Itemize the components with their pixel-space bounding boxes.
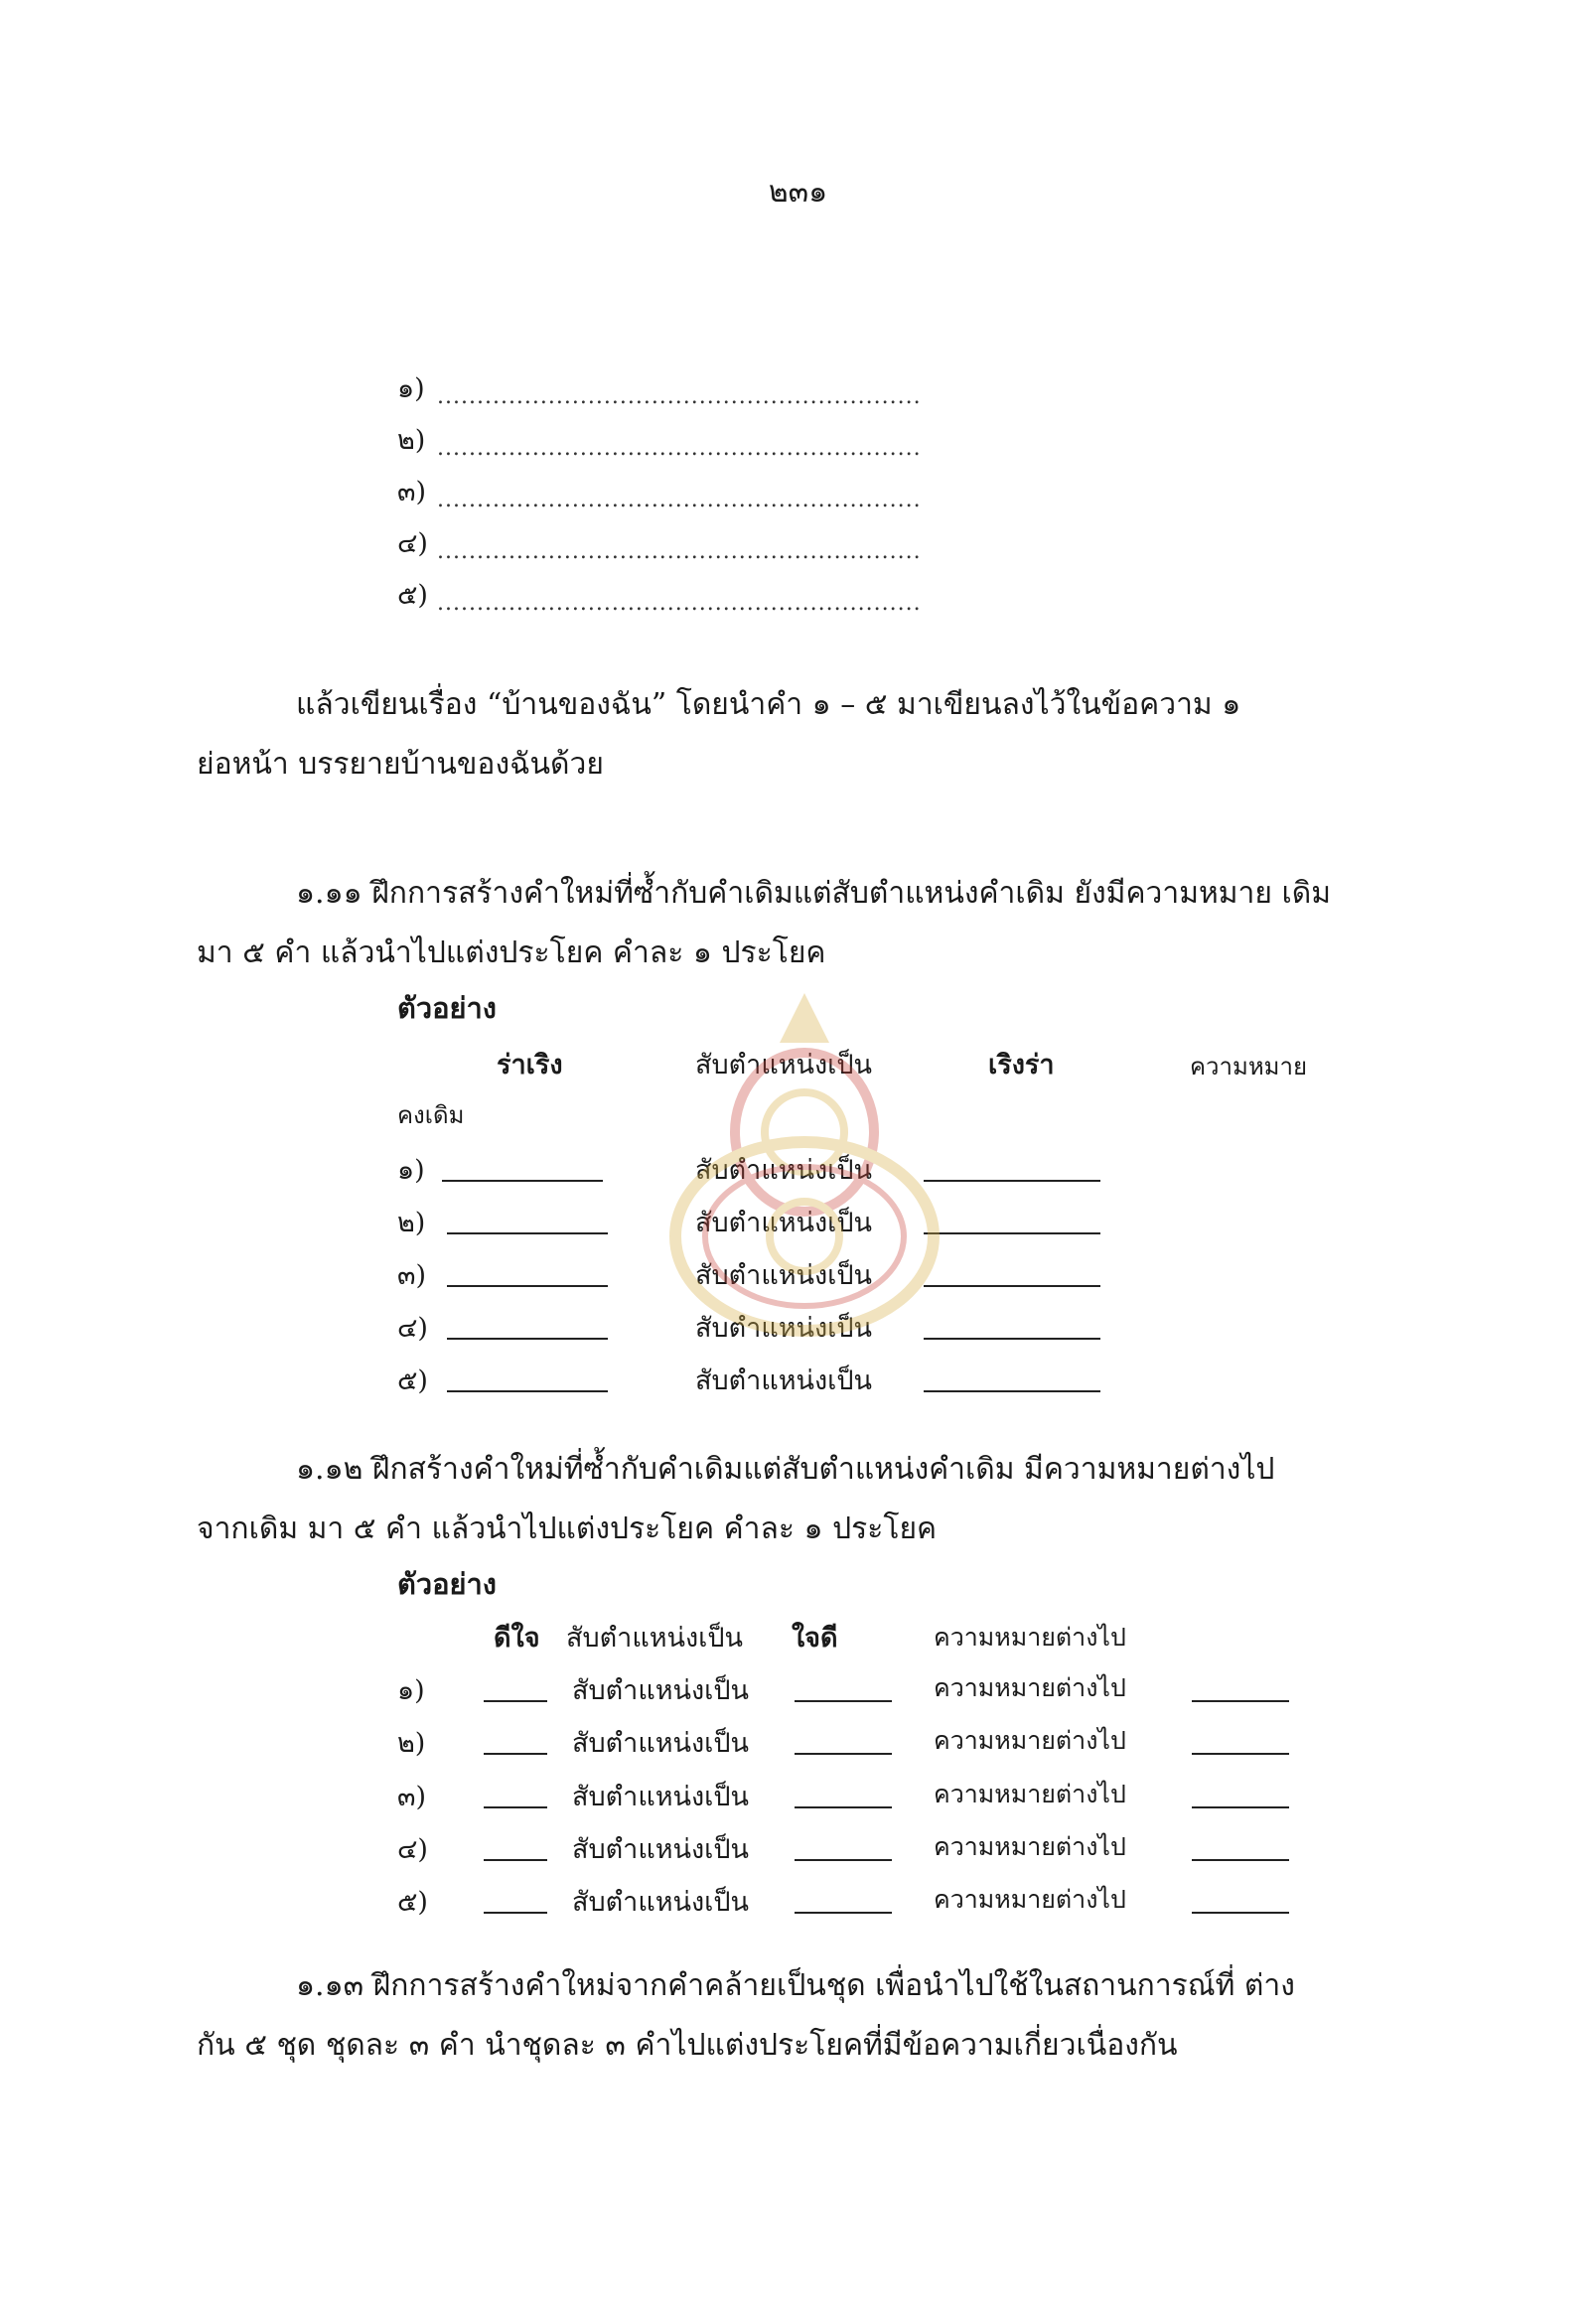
page-number: ๒๓๑ <box>768 175 828 210</box>
blank-dots: ............................................................. <box>437 436 922 461</box>
row-number: ๒) <box>397 1728 426 1759</box>
answer-blank[interactable] <box>447 1390 608 1392</box>
list-item <box>397 461 922 512</box>
section-12-paragraph <box>197 1440 1331 1559</box>
swap-label: สับตำแหน่งเป็น <box>695 1208 872 1238</box>
list-item <box>397 512 922 564</box>
section-11-paragraph <box>197 864 1331 983</box>
swap-label: สับตำแหน่งเป็น <box>695 1313 872 1344</box>
example-meaning-label: ความหมายต่างไป <box>934 1623 1126 1652</box>
example-result-word: เริงร่า <box>988 1050 1055 1080</box>
answer-blank[interactable] <box>1192 1700 1289 1702</box>
blank-dots: ............................................................. <box>437 591 922 616</box>
example-swap-label: สับตำแหน่งเป็น <box>695 1050 872 1080</box>
item-number: ๕) <box>397 580 428 611</box>
answer-blank[interactable] <box>447 1285 608 1287</box>
example-swap-label: สับตำแหน่งเป็น <box>566 1623 743 1654</box>
item-number: ๒) <box>397 425 426 456</box>
answer-blank[interactable] <box>484 1912 547 1914</box>
seal-watermark <box>655 983 953 1361</box>
instruction-text: แล้วเขียนเรื่อง “บ้านของฉัน” โดยนำคำ ๑ – ๕ มาเขียนลงไว้ในข้อความ ๑ ย่อหน้า บรรยายบ้านของฉันด้วย <box>197 687 1241 782</box>
meaning-label: ความหมายต่างไป <box>934 1726 1126 1755</box>
swap-label: สับตำแหน่งเป็น <box>695 1366 872 1396</box>
row-number: ๓) <box>397 1260 426 1291</box>
example-label: ตัวอย่าง <box>397 1567 497 1601</box>
meaning-label: ความหมายต่างไป <box>934 1832 1126 1861</box>
answer-blank[interactable] <box>795 1912 892 1914</box>
swap-label: สับตำแหน่งเป็น <box>572 1834 749 1865</box>
section-13-text: ๑.๑๓ ฝึกการสร้างคำใหม่จากคำคล้ายเป็นชุด เพื่อนำไปใช้ในสถานการณ์ที่ ต่างกัน ๕ ชุด ชุดละ ๓ คำ นำชุดละ ๓ คำไปแต่งประโยคที่มีข้อความเกี่ยวเนื่องกัน <box>197 1968 1295 2063</box>
row-number: ๑) <box>397 1155 425 1186</box>
row-number: ๔) <box>397 1834 428 1865</box>
answer-blank[interactable] <box>795 1859 892 1861</box>
section-12-text: ๑.๑๒ ฝึกสร้างคำใหม่ที่ซ้ำกับคำเดิมแต่สับตำแหน่งคำเดิม มีความหมายต่างไป จากเดิม มา ๕ คำ แล้วนำไปแต่งประโยค คำละ ๑ ประโยค <box>197 1452 1275 1546</box>
example-result-word: ใจดี <box>792 1623 838 1654</box>
row-number: ๒) <box>397 1208 426 1238</box>
row-number: ๔) <box>397 1313 428 1344</box>
swap-label: สับตำแหน่งเป็น <box>572 1782 749 1812</box>
answer-blank[interactable] <box>484 1753 547 1755</box>
answer-blank[interactable] <box>795 1753 892 1755</box>
item-number: ๔) <box>397 528 428 559</box>
list-item <box>397 358 922 409</box>
answer-blank[interactable] <box>484 1859 547 1861</box>
answer-blank[interactable] <box>447 1232 608 1234</box>
answer-blank[interactable] <box>1192 1753 1289 1755</box>
answer-blank[interactable] <box>484 1700 547 1702</box>
example-label: ตัวอย่าง <box>397 991 497 1025</box>
item-number: ๓) <box>397 477 426 507</box>
example-word: ร่าเริง <box>497 1050 563 1080</box>
blank-dots: ............................................................. <box>437 539 922 564</box>
answer-blank[interactable] <box>484 1806 547 1808</box>
answer-blank[interactable] <box>795 1700 892 1702</box>
dotted-list <box>397 358 922 616</box>
blank-dots: ............................................................. <box>437 384 922 409</box>
row-number: ๕) <box>397 1887 428 1918</box>
swap-label: สับตำแหน่งเป็น <box>695 1155 872 1186</box>
meaning-label: ความหมายต่างไป <box>934 1780 1126 1808</box>
item-number: ๑) <box>397 373 425 404</box>
blank-dots: ............................................................. <box>437 488 922 512</box>
example-meaning-label: ความหมาย <box>1190 1053 1308 1080</box>
answer-blank[interactable] <box>1192 1912 1289 1914</box>
section-13-paragraph <box>197 1956 1331 2076</box>
answer-blank[interactable] <box>795 1806 892 1808</box>
swap-label: สับตำแหน่งเป็น <box>695 1260 872 1291</box>
row-number: ๓) <box>397 1782 426 1812</box>
list-item <box>397 564 922 616</box>
seal-watermark-icon <box>655 983 953 1361</box>
answer-blank[interactable] <box>447 1338 608 1340</box>
row-number: ๑) <box>397 1675 425 1706</box>
example-meaning-cont: คงเดิม <box>397 1101 465 1129</box>
swap-label: สับตำแหน่งเป็น <box>572 1728 749 1759</box>
answer-blank[interactable] <box>1192 1806 1289 1808</box>
row-number: ๕) <box>397 1366 428 1396</box>
instruction-paragraph <box>197 675 1331 794</box>
meaning-label: ความหมายต่างไป <box>934 1673 1126 1702</box>
swap-label: สับตำแหน่งเป็น <box>572 1675 749 1706</box>
meaning-label: ความหมายต่างไป <box>934 1885 1126 1914</box>
answer-blank[interactable] <box>442 1180 603 1182</box>
list-item <box>397 409 922 461</box>
swap-label: สับตำแหน่งเป็น <box>572 1887 749 1918</box>
section-11-text: ๑.๑๑ ฝึกการสร้างคำใหม่ที่ซ้ำกับคำเดิมแต่สับตำแหน่งคำเดิม ยังมีความหมาย เดิมมา ๕ คำ แล้วนำไปแต่งประโยค คำละ ๑ ประโยค <box>197 876 1332 970</box>
example-word: ดีใจ <box>494 1623 540 1654</box>
answer-blank[interactable] <box>924 1390 1100 1392</box>
answer-blank[interactable] <box>1192 1859 1289 1861</box>
